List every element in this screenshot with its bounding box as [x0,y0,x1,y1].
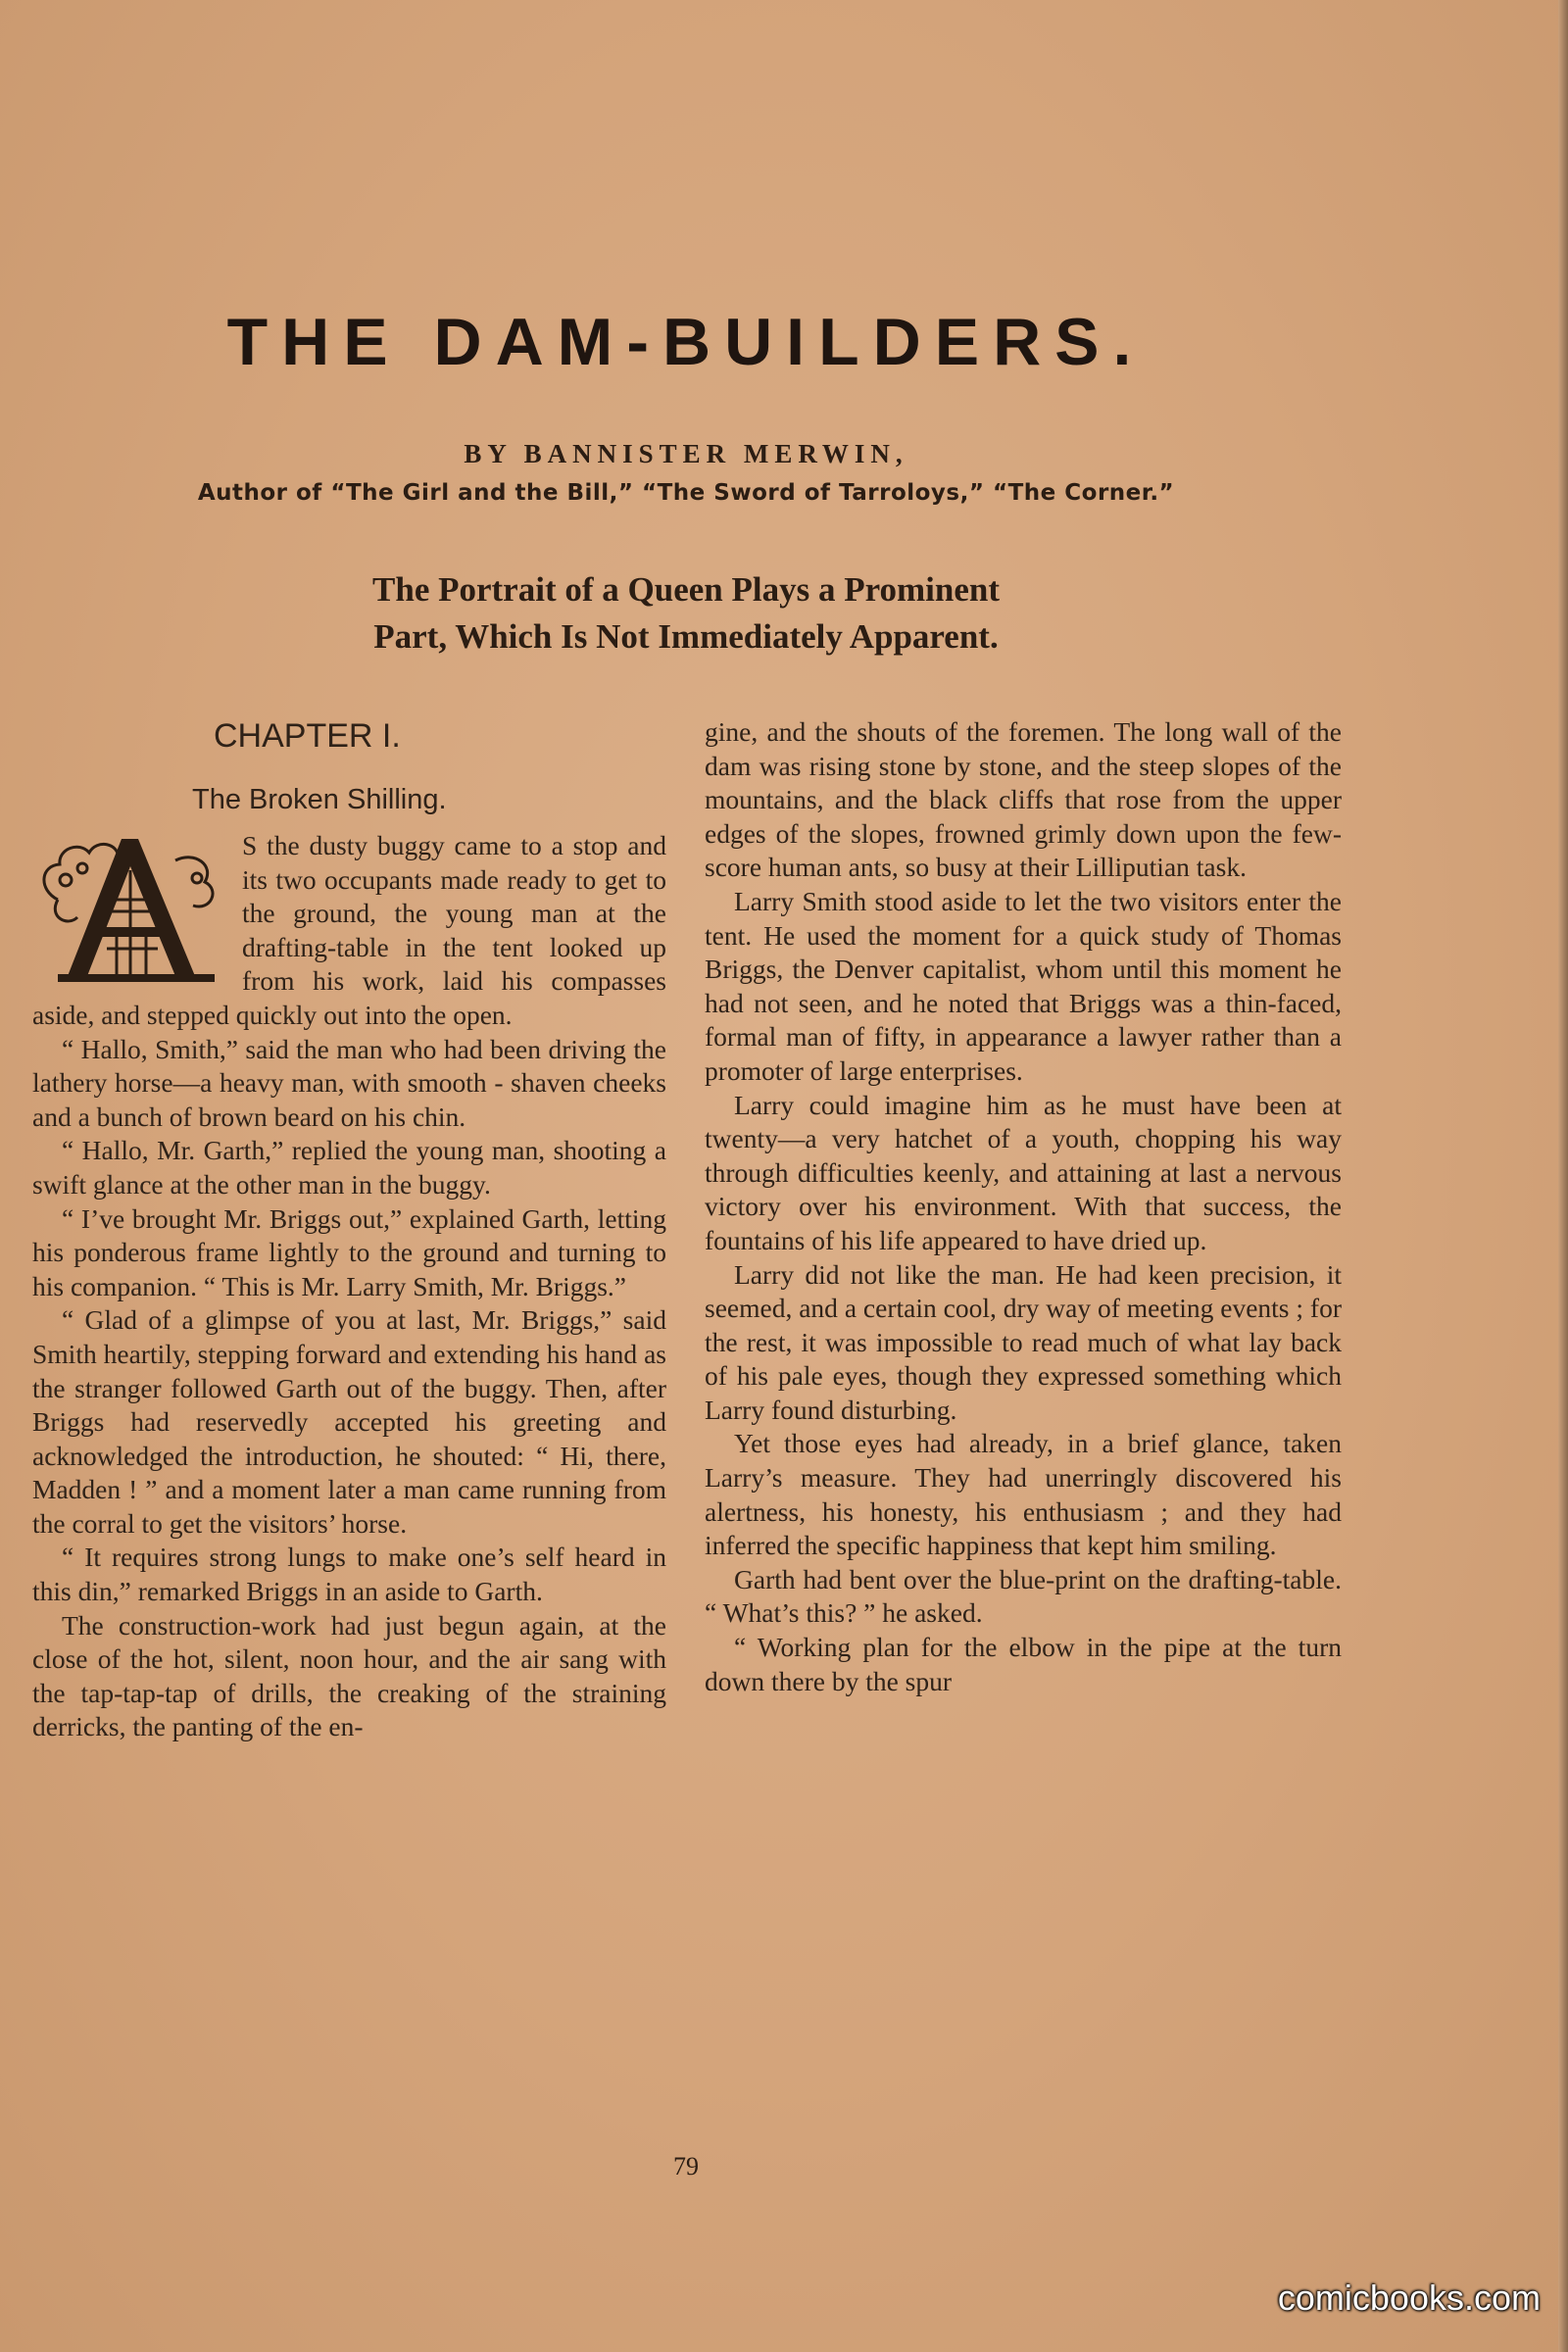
paragraph: Larry Smith stood aside to let the two visitors enter the tent. He used the moment for a quick study of Thomas Briggs, the Denver capitalist, whom until this moment he had not seen, and he noted that Briggs was a thin-faced, formal man of fifty, in appearance a lawyer rather than a promoter of large enterprises. [705,885,1342,1086]
paragraph: Garth had bent over the blue-print on the drafting-table. “ What’s this? ” he asked. [705,1563,1342,1629]
paragraph: The construction-work had just begun again, at the close of the hot, silent, noon hour, and the air sang with the tap-tap-tap of drills, the creaking of the straining derricks, the panting of the en- [32,1609,666,1742]
byline: BY BANNISTER MERWIN, [464,439,908,468]
page-edge [1558,0,1568,2352]
paragraph: S the dusty buggy came to a stop and its two occupants made ready to get to the ground, the young man at the drafting-table in the tent looked up from his work, laid his compasses aside, and stepped quickly out into the open. [32,830,666,1030]
paragraph: “ Hallo, Mr. Garth,” replied the young man, shooting a swift glance at the other man in the buggy. [32,1135,666,1200]
page-number: 79 [673,2152,699,2180]
paragraph: “ I’ve brought Mr. Briggs out,” explained Garth, letting his ponderous frame lightly to the ground and turning to his companion. “ This is Mr. Larry Smith, Mr. Briggs.” [32,1202,666,1301]
paragraph: “ Working plan for the elbow in the pipe at the turn down there by the spur [705,1632,1342,1696]
paragraph: “ Hallo, Smith,” said the man who had been driving the lathery horse—a heavy man, with smooth - shaven cheeks and a bunch of brown beard on his chin. [32,1033,666,1132]
right-column [705,715,1342,1698]
paragraph: Larry did not like the man. He had keen precision, it seemed, and a certain cool, dry way of meeting events ; for the rest, it was impossible to read much of what lay back of his pale eyes, though they expressed something which Larry found disturbing. [705,1258,1342,1425]
dropcap-illustration [28,831,234,988]
article-subtitle [0,566,1372,661]
chapter-heading: CHAPTER I. [214,717,401,755]
paragraph: “ Glad of a glimpse of you at last, Mr. Briggs,” said Smith heartily, stepping forward and extending his hand as the stranger followed Garth out of the buggy. Then, after Briggs had reservedly accepted his greeting and acknowledged the introduction, he shouted: “ Hi, there, Madden ! ” and a moment later a man came running from the corral to get the visitors’ horse. [32,1304,666,1539]
chapter-title: The Broken Shilling. [192,784,447,815]
paragraph: “ It requires strong lungs to make one’s self heard in this din,” remarked Briggs in an aside to Garth. [32,1542,666,1607]
paragraph: Larry could imagine him as he must have been at twenty—a very hatchet of a youth, chopping his way through difficulties keenly, and attaining at last a nervous victory over his environment. With that success, the fountains of his life appeared to have dried up. [705,1089,1342,1255]
subtitle-line-2: Part, Which Is Not Immediately Apparent. [373,617,999,656]
subtitle-line-1: The Portrait of a Queen Plays a Prominent [372,570,1000,609]
paragraph: Yet those eyes had already, in a brief glance, taken Larry’s measure. They had unerringly discovered his alertness, his honesty, his enthusiasm ; and they had inferred the specific happiness that kept him smiling. [705,1428,1342,1561]
watermark: comicbooks.com [1277,2278,1541,2318]
article-title: THE DAM-BUILDERS. [226,305,1146,379]
left-column [32,715,666,1744]
paragraph: gine, and the shouts of the foremen. The long wall of the dam was rising stone by stone, and the steep slopes of the mountains, and the black cliffs that rose from the upper edges of the slopes, frowned grimly down upon the few-score human ants, so busy at their Lilliputian task. [705,716,1342,883]
author-credits: Author of “The Girl and the Bill,” “The Sword of Tarroloys,” “The Corner.” [197,480,1175,506]
